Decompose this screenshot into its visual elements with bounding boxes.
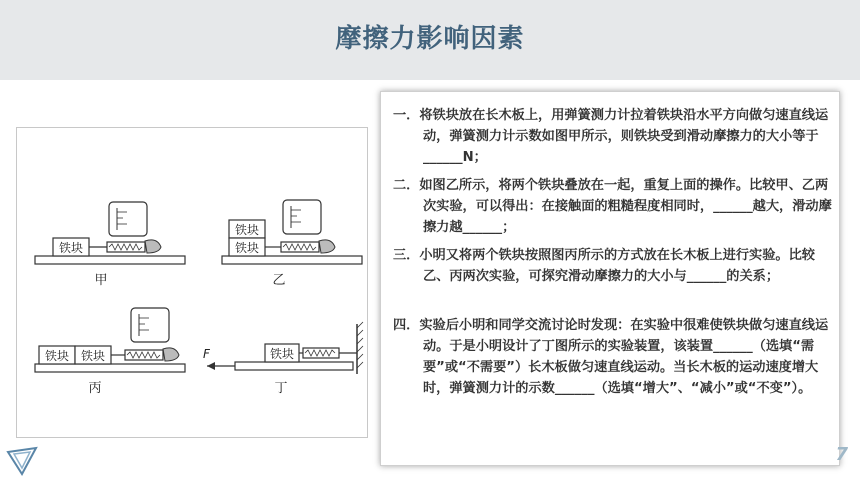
label-force: F [203,347,210,361]
logo-icon [6,446,40,476]
board-ding [235,362,353,370]
page-title: 摩擦力影响因素 [335,24,525,54]
block-label-yi-top: 铁块 [234,223,260,237]
header-bar [0,0,860,80]
setup-ding [203,322,363,396]
label-ding: 丁 [274,381,288,396]
block-label-ding: 铁块 [269,347,295,361]
spring-scale-bing [125,350,163,360]
setup-jia [35,202,185,288]
spring-scale-ding [303,348,339,358]
setup-bing [35,308,185,396]
label-jia: 甲 [94,273,108,288]
question-3: 三．小明又将两个铁块按照图丙所示的方式放在长木板上进行实验。比较乙、丙两次实验，可探究滑动摩擦力的大小与______的关系； [393,248,815,284]
hand-bing [163,348,179,361]
spring-scale-jia [107,242,145,252]
block-label-yi-bottom: 铁块 [234,241,260,255]
scale-callout-yi [283,200,321,234]
page-number: 7 [835,444,848,465]
question-2: 二．如图乙所示，将两个铁块叠放在一起，重复上面的操作。比较甲、乙两次实验，可以得出：在接触面的粗糙程度相同时，______越大，滑动摩擦力越______； [393,178,832,235]
setup-yi [222,200,362,288]
board-bing [35,364,185,372]
block-label-jia: 铁块 [58,241,84,255]
question-card [380,91,840,466]
block-label-bing-1: 铁块 [44,349,70,363]
scale-callout-bing [131,308,169,342]
question-1: 一．将铁块放在长木板上，用弹簧测力计拉着铁块沿水平方向做匀速直线运动，弹簧测力计示数如图甲所示，则铁块受到滑动摩擦力的大小等于______N； [393,108,829,165]
hand-jia [145,240,161,253]
experiment-figure [16,127,368,438]
label-bing: 丙 [88,381,102,396]
spring-scale-yi [281,242,319,252]
board-yi [222,256,362,264]
hand-yi [319,240,335,253]
board-jia [35,256,185,264]
question-4: 四．实验后小明和同学交流讨论时发现：在实验中很难使铁块做匀速直线运动。于是小明设计了丁图所示的实验装置，该装置______（选填“需要”或“不需要”）长木板做匀速直线运动。当长木板的运动速度增大时，弹簧测力计的示数______（选填“增大”、“减小”或“不变”）。 [393,318,829,396]
label-yi: 乙 [272,273,286,288]
block-label-bing-2: 铁块 [80,349,106,363]
experiment-diagram [17,128,367,437]
scale-callout-jia [109,202,147,236]
